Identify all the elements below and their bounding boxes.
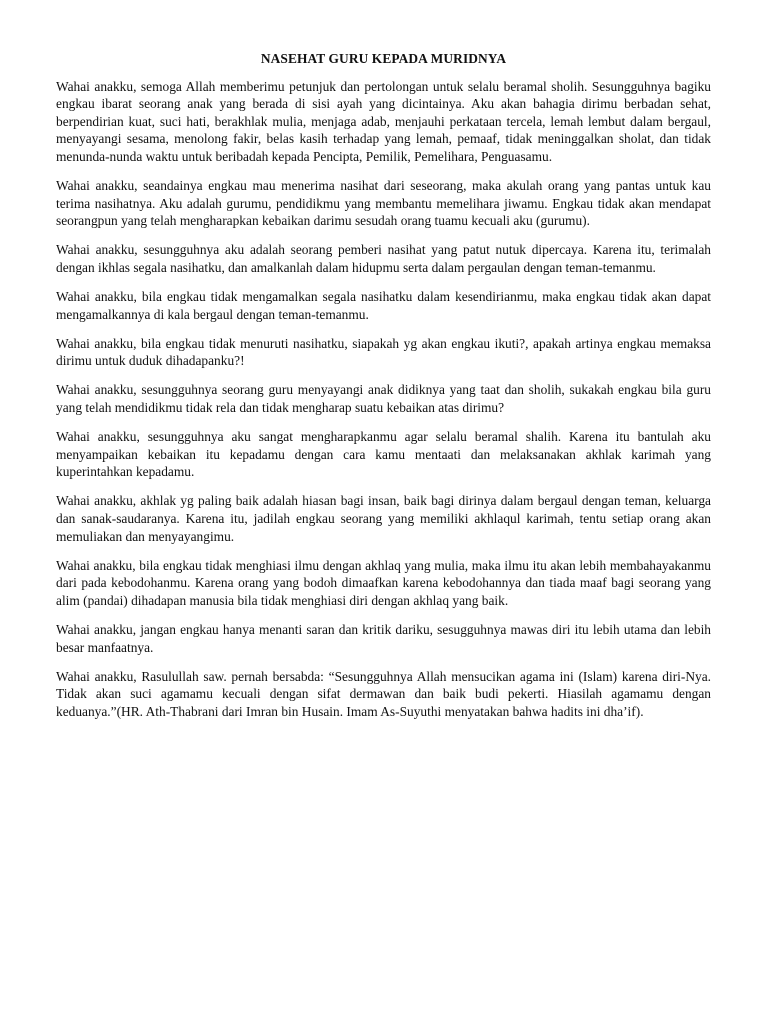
paragraph-6: Wahai anakku, sesungguhnya seorang guru menyayangi anak didiknya yang taat dan sholih, sukakah engkau bila guru yang telah mendidikmu tidak rela dan tidak mengharap suatu kebaikan atas dirimu? bbox=[56, 382, 711, 415]
paragraph-1: Wahai anakku, semoga Allah memberimu petunjuk dan pertolongan untuk selalu beramal sholih. Sesungguhnya bagiku engkau ibarat seorang anak yang berada di sisi ayah yang dicintainya. Aku akan bahagia dirimu berbadan sehat, berpendirian kuat, suci hati, berakhlak mulia, menjaga adab, menjauhi perkataan tercela, lemah lembut dalam bergaul, menyayangi sesama, menolong fakir, belas kasih terhadap yang lemah, pemaaf, tidak meninggalkan sholat, dan tidak menunda-nunda waktu untuk beribadah kepada Pencipta, Pemilik, Pemelihara, Penguasamu. bbox=[56, 78, 711, 164]
paragraph-11: Wahai anakku, Rasulullah saw. pernah bersabda: “Sesungguhnya Allah mensucikan agama ini (Islam) karena diri-Nya. Tidak akan suci agamamu kecuali dengan sifat dermawan dan baik budi pekerti. Hiasilah agamamu dengan keduanya.”(HR. Ath-Thabrani dari Imran bin Husain. Imam As-Suyuthi menyatakan bahwa hadits ini dha’if). bbox=[56, 668, 711, 719]
paragraph-8: Wahai anakku, akhlak yg paling baik adalah hiasan bagi insan, baik bagi dirinya dalam bergaul dengan teman, keluarga dan sanak-saudaranya. Karena itu, jadilah engkau seorang yang memiliki akhlaqul karimah, tentu setiap orang akan memuliakan dan menyayangimu. bbox=[56, 493, 711, 544]
paragraph-10: Wahai anakku, jangan engkau hanya menanti saran dan kritik dariku, sesugguhnya mawas diri itu lebih utama dan lebih besar manfaatnya. bbox=[56, 621, 711, 655]
paragraph-9: Wahai anakku, bila engkau tidak menghiasi ilmu dengan akhlaq yang mulia, maka ilmu itu akan lebih membahayakanmu dari pada kebodohanmu. Karena orang yang bodoh dimaafkan karena kebodohannya dan tiada maaf bagi seorang yang alim (pandai) dihadapan manusia bila tidak menghiasi diri dengan akhlaq yang baik. bbox=[56, 557, 711, 608]
paragraph-4: Wahai anakku, bila engkau tidak mengamalkan segala nasihatku dalam kesendirianmu, maka engkau tidak akan dapat mengamalkannya di kala bergaul dengan teman-temanmu. bbox=[56, 289, 711, 322]
document-page bbox=[56, 50, 711, 732]
document-title: NASEHAT GURU KEPADA MURIDNYA bbox=[260, 51, 507, 66]
paragraph-7: Wahai anakku, sesungguhnya aku sangat mengharapkanmu agar selalu beramal shalih. Karena itu bantulah aku menyampaikan kebaikan itu kepadamu dengan cara kamu mentaati dan melaksanakan akhlak karimah yang kuperintahkan kepadamu. bbox=[56, 429, 711, 480]
paragraph-2: Wahai anakku, seandainya engkau mau menerima nasihat dari seseorang, maka akulah orang yang pantas untuk kau terima nasihatnya. Aku adalah gurumu, pendidikmu yang membantu memelihara jiwamu. Engkau tidak akan mendapat seorangpun yang telah mengharapkan kebaikan darimu sesudah orang tuamu kecuali aku (gurumu). bbox=[56, 178, 711, 229]
paragraph-5: Wahai anakku, bila engkau tidak menuruti nasihatku, siapakah yg akan engkau ikuti?, apakah artinya engkau memaksa dirimu untuk duduk dihadapanku?! bbox=[56, 335, 711, 369]
paragraph-3: Wahai anakku, sesungguhnya aku adalah seorang pemberi nasihat yang patut nutuk dipercaya. Karena itu, terimalah dengan ikhlas segala nasihatku, dan amalkanlah dalam hidupmu serta dalam pergaulan dengan teman-temanmu. bbox=[56, 242, 711, 275]
